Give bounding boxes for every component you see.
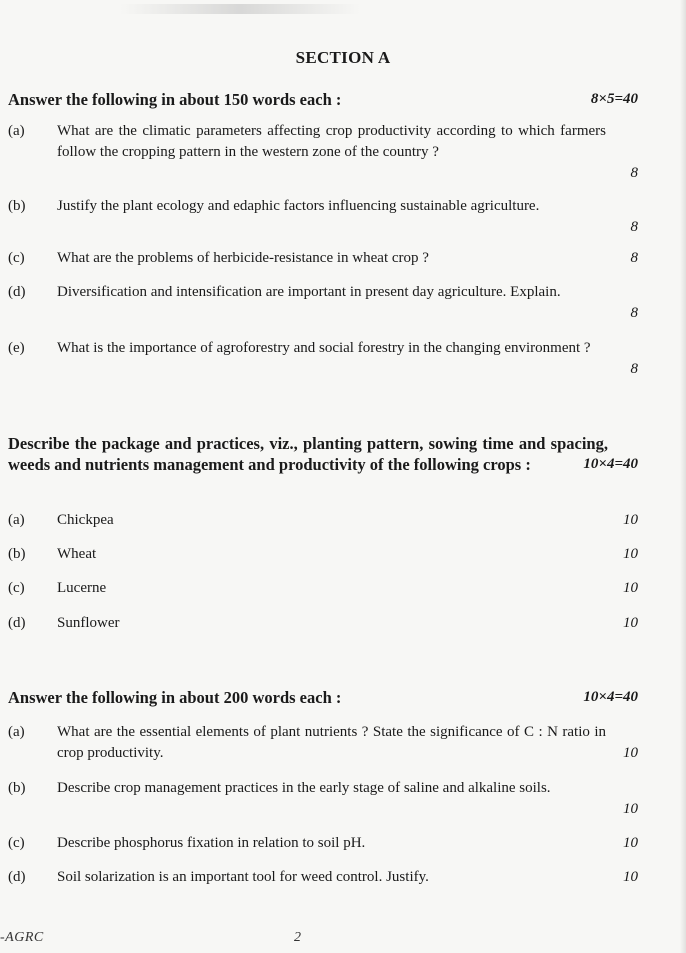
item-label: (b) (8, 780, 26, 796)
item-label: (d) (8, 869, 26, 885)
item-marks: 10 (623, 546, 638, 562)
item-label: (d) (8, 615, 26, 631)
question-2-heading (8, 433, 638, 475)
item-text: Lucerne (57, 580, 107, 596)
item-text: What are the problems of herbicide-resistance in wheat crop ? (57, 250, 429, 266)
item-label: (a) (8, 512, 25, 528)
question-1-text: Answer the following in about 150 words each : (8, 90, 342, 109)
question-1 (8, 89, 638, 110)
question-3-marks: 10×4=40 (583, 689, 638, 705)
item-text: Chickpea (57, 512, 114, 528)
item-text: Describe crop management practices in the early stage of saline and alkaline soils. (57, 780, 551, 796)
scan-artifact (120, 4, 360, 14)
item-marks: 8 (630, 250, 638, 266)
question-3-text: Answer the following in about 200 words each : (8, 688, 342, 707)
item-text: Soil solarization is an important tool for weed control. Justify. (57, 869, 429, 885)
page-edge-shadow (680, 0, 686, 953)
question-1-heading (8, 89, 638, 110)
question-2-marks: 10×4=40 (583, 456, 638, 472)
question-3-heading (8, 687, 638, 708)
item-label: (a) (8, 123, 25, 139)
question-2-text: Describe the package and practices, viz., planting pattern, sowing time and spacing, weeds and nutrients management and productivity of the following crops : (8, 434, 608, 474)
item-text: Describe phosphorus fixation in relation to soil pH. (57, 835, 366, 851)
item-label: (c) (8, 250, 25, 266)
item-text: Wheat (57, 546, 97, 562)
item-label: (d) (8, 284, 26, 300)
item-marks: 8 (630, 361, 638, 377)
item-marks: 8 (630, 305, 638, 321)
item-label: (b) (8, 546, 26, 562)
item-marks: 10 (623, 801, 638, 817)
item-label: (a) (8, 724, 25, 740)
question-2 (8, 433, 638, 475)
paper-code: -AGRC (0, 930, 44, 945)
item-label: (c) (8, 580, 25, 596)
item-text: Sunflower (57, 615, 120, 631)
item-label: (b) (8, 198, 26, 214)
item-marks: 8 (630, 219, 638, 235)
item-text: What are the climatic parameters affecting crop productivity according to which farmers follow the cropping pattern in the western zone of the country ? (57, 123, 606, 160)
question-1-marks: 8×5=40 (590, 91, 638, 107)
page-number: 2 (294, 930, 301, 945)
item-marks: 10 (623, 615, 638, 631)
item-text: What is the importance of agroforestry and social forestry in the changing environment ? (57, 340, 591, 356)
item-text: What are the essential elements of plant nutrients ? State the significance of C : N ratio in crop productivity. (57, 724, 606, 761)
item-marks: 10 (623, 835, 638, 851)
item-marks: 10 (623, 580, 638, 596)
item-label: (c) (8, 835, 25, 851)
question-3 (8, 687, 638, 708)
item-text: Justify the plant ecology and edaphic factors influencing sustainable agriculture. (57, 198, 540, 214)
item-label: (e) (8, 340, 25, 356)
item-marks: 10 (623, 745, 638, 761)
section-title: SECTION A (295, 48, 391, 67)
item-text: Diversification and intensification are important in present day agriculture. Explain. (57, 284, 561, 300)
item-marks: 8 (630, 165, 638, 181)
item-marks: 10 (623, 512, 638, 528)
item-marks: 10 (623, 869, 638, 885)
